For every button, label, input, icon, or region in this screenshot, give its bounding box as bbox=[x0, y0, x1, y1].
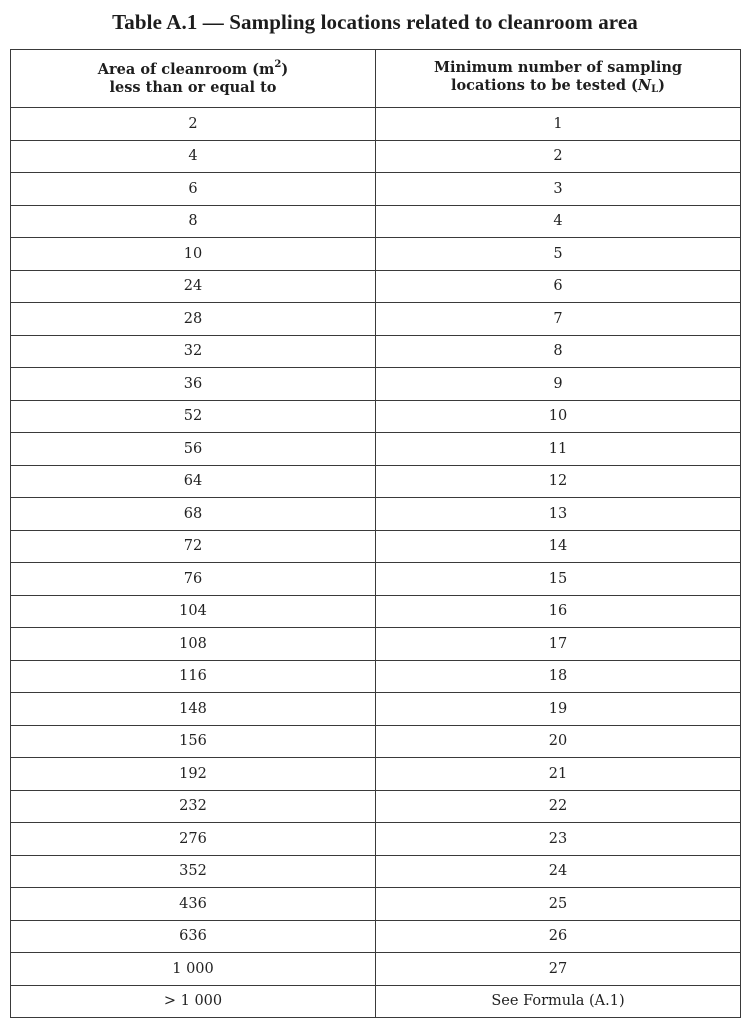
area-header-line1: Area of cleanroom $(m^2)$ bbox=[97, 58, 289, 78]
area-cell: 276 bbox=[11, 823, 376, 856]
table-row bbox=[11, 205, 741, 238]
area-cell: 64 bbox=[11, 465, 376, 498]
table-row bbox=[11, 920, 741, 953]
table-row bbox=[11, 303, 741, 336]
table-row bbox=[11, 465, 741, 498]
area-cell: 352 bbox=[11, 855, 376, 888]
table-row bbox=[11, 140, 741, 173]
min-locations-cell: 13 bbox=[376, 498, 741, 531]
table-row bbox=[11, 108, 741, 141]
column-header-area bbox=[11, 50, 376, 108]
table-row bbox=[11, 238, 741, 271]
table-row bbox=[11, 660, 741, 693]
area-cell: 4 bbox=[11, 140, 376, 173]
min-locations-cell: 11 bbox=[376, 433, 741, 466]
sampling-locations-table bbox=[10, 49, 741, 1018]
min-locations-cell: 2 bbox=[376, 140, 741, 173]
superscript-2: 2 bbox=[274, 58, 282, 70]
table-row bbox=[11, 628, 741, 661]
min-locations-cell: See Formula (A.1) bbox=[376, 985, 741, 1018]
area-cell: 636 bbox=[11, 920, 376, 953]
table-row bbox=[11, 953, 741, 986]
table-header-row bbox=[11, 50, 741, 108]
area-cell: 32 bbox=[11, 335, 376, 368]
area-cell: 1 000 bbox=[11, 953, 376, 986]
table-row bbox=[11, 335, 741, 368]
area-cell: 24 bbox=[11, 270, 376, 303]
area-cell: 116 bbox=[11, 660, 376, 693]
area-cell: 72 bbox=[11, 530, 376, 563]
area-cell: 232 bbox=[11, 790, 376, 823]
area-cell: 76 bbox=[11, 563, 376, 596]
min-locations-cell: 5 bbox=[376, 238, 741, 271]
min-locations-cell: 27 bbox=[376, 953, 741, 986]
min-locations-cell: 14 bbox=[376, 530, 741, 563]
min-locations-cell: 18 bbox=[376, 660, 741, 693]
area-cell: 436 bbox=[11, 888, 376, 921]
min-locations-cell: 15 bbox=[376, 563, 741, 596]
min-header-line1: Minimum number of sampling bbox=[433, 58, 683, 76]
area-cell: 156 bbox=[11, 725, 376, 758]
min-locations-cell: 9 bbox=[376, 368, 741, 401]
table-row bbox=[11, 368, 741, 401]
area-cell: 56 bbox=[11, 433, 376, 466]
table-row bbox=[11, 758, 741, 791]
table-row bbox=[11, 888, 741, 921]
min-locations-cell: 26 bbox=[376, 920, 741, 953]
table-row bbox=[11, 790, 741, 823]
table-row bbox=[11, 823, 741, 856]
table-row bbox=[11, 563, 741, 596]
area-cell: 6 bbox=[11, 173, 376, 206]
area-cell: 148 bbox=[11, 693, 376, 726]
area-cell: 8 bbox=[11, 205, 376, 238]
area-cell: > 1 000 bbox=[11, 985, 376, 1018]
area-cell: 2 bbox=[11, 108, 376, 141]
table-row bbox=[11, 855, 741, 888]
table-row bbox=[11, 433, 741, 466]
table-body bbox=[11, 108, 741, 1018]
min-locations-cell: 24 bbox=[376, 855, 741, 888]
table-row bbox=[11, 725, 741, 758]
min-locations-cell: 21 bbox=[376, 758, 741, 791]
area-cell: 108 bbox=[11, 628, 376, 661]
column-header-min-locations bbox=[376, 50, 741, 108]
table-row bbox=[11, 173, 741, 206]
table-row bbox=[11, 270, 741, 303]
min-header-line2: locations to be tested (NL) bbox=[450, 76, 666, 95]
table-row bbox=[11, 693, 741, 726]
nl-subscript: L bbox=[651, 83, 659, 95]
area-cell: 28 bbox=[11, 303, 376, 336]
min-locations-cell: 12 bbox=[376, 465, 741, 498]
area-cell: 52 bbox=[11, 400, 376, 433]
table-row bbox=[11, 985, 741, 1018]
min-locations-cell: 6 bbox=[376, 270, 741, 303]
min-locations-cell: 1 bbox=[376, 108, 741, 141]
min-locations-cell: 23 bbox=[376, 823, 741, 856]
min-locations-cell: 10 bbox=[376, 400, 741, 433]
area-cell: 192 bbox=[11, 758, 376, 791]
table-row bbox=[11, 595, 741, 628]
table-title: Table A.1 — Sampling locations related to cleanroom area bbox=[112, 10, 638, 34]
min-locations-cell: 3 bbox=[376, 173, 741, 206]
area-cell: 68 bbox=[11, 498, 376, 531]
min-locations-cell: 25 bbox=[376, 888, 741, 921]
table-row bbox=[11, 498, 741, 531]
area-cell: 104 bbox=[11, 595, 376, 628]
min-locations-cell: 19 bbox=[376, 693, 741, 726]
min-locations-cell: 7 bbox=[376, 303, 741, 336]
min-locations-cell: 22 bbox=[376, 790, 741, 823]
table-row bbox=[11, 530, 741, 563]
nl-symbol: N bbox=[637, 76, 652, 94]
min-locations-cell: 8 bbox=[376, 335, 741, 368]
area-cell: 10 bbox=[11, 238, 376, 271]
min-locations-cell: 4 bbox=[376, 205, 741, 238]
min-locations-cell: 20 bbox=[376, 725, 741, 758]
area-cell: 36 bbox=[11, 368, 376, 401]
table-row bbox=[11, 400, 741, 433]
min-locations-cell: 17 bbox=[376, 628, 741, 661]
area-header-line2: less than or equal to bbox=[109, 78, 277, 96]
min-locations-cell: 16 bbox=[376, 595, 741, 628]
